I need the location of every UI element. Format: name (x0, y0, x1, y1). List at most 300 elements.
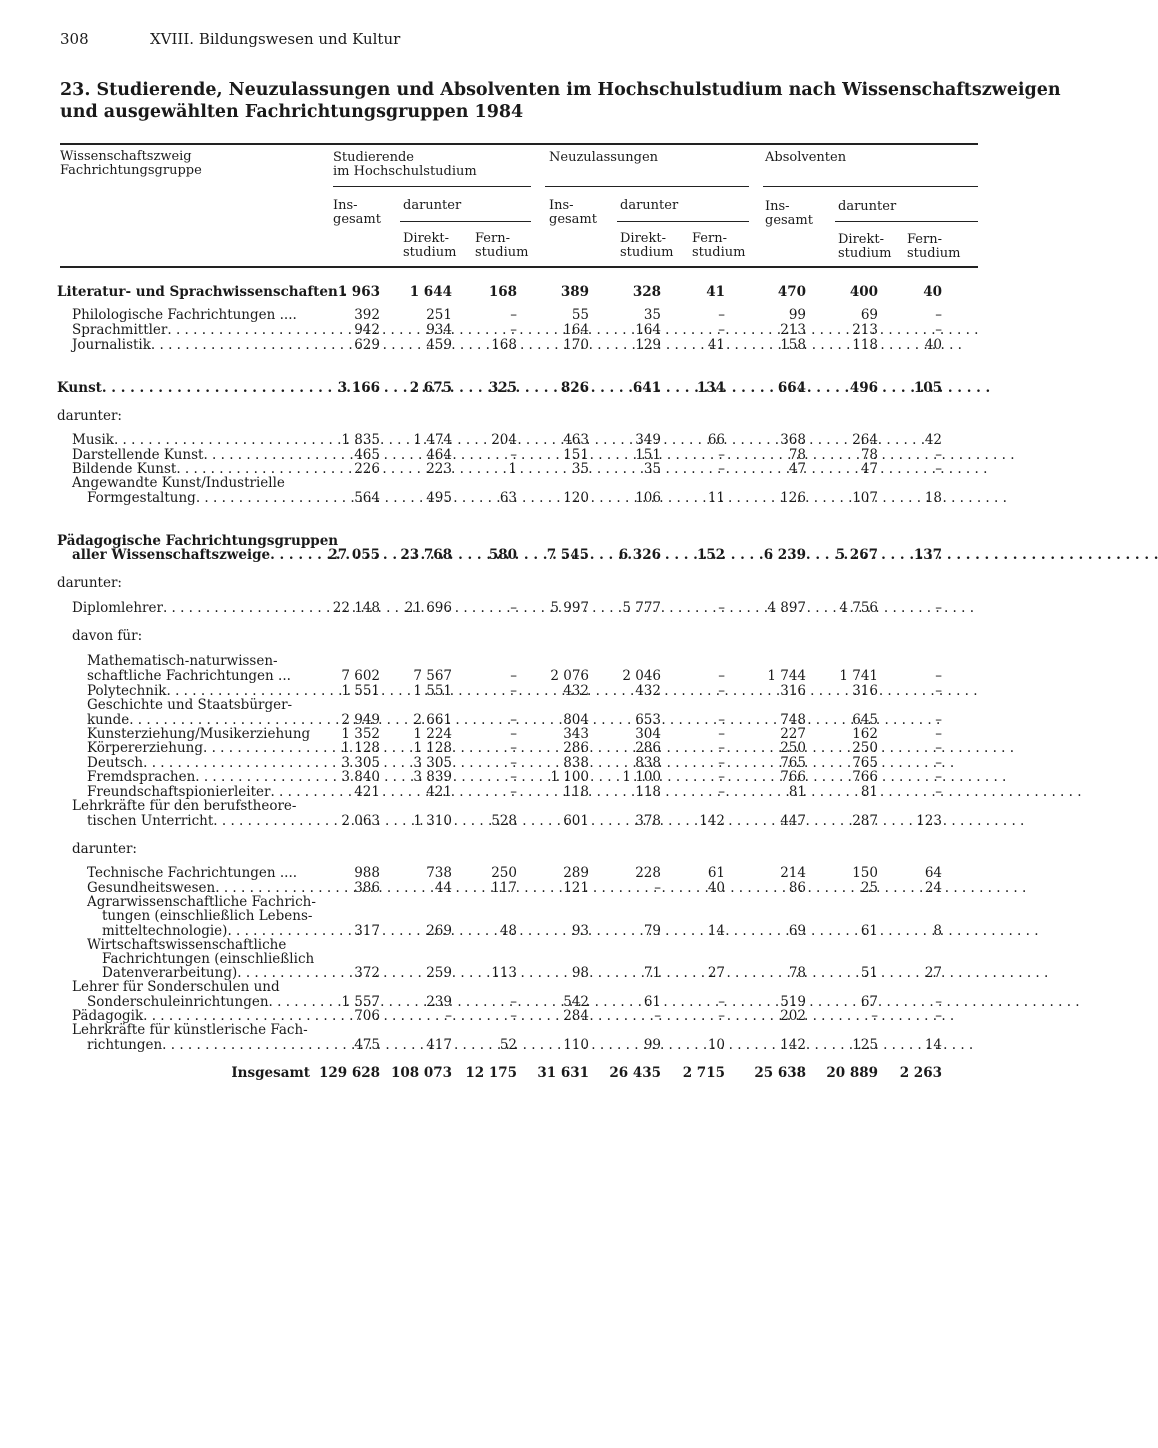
cell-neu-fern: – (718, 740, 725, 756)
cell-neu-fern: – (718, 461, 725, 477)
cell-neu-fern: – (718, 322, 725, 338)
stub-header-line-1: Wissenschaftszweig (60, 149, 192, 164)
row-label (87, 813, 312, 829)
cell-neu-insgesamt: 55 (571, 307, 589, 323)
cell-abs-direkt: 25 (860, 880, 878, 896)
row-label-text: Lehrkräfte für künstlerische Fach- (72, 1022, 308, 1038)
cell-stud-insgesamt: 1 835 (341, 432, 380, 448)
cell-abs-direkt: 287 (852, 813, 878, 829)
cell-stud-insgesamt: 2 063 (341, 813, 380, 829)
header-fern-2a: Fern- (692, 231, 727, 246)
cell-neu-insgesamt: 463 (563, 432, 589, 448)
cell-neu-direkt: 228 (635, 865, 661, 881)
row-label (57, 380, 312, 396)
cell-abs-fern: – (935, 683, 942, 699)
cell-neu-fern: 41 (706, 284, 725, 300)
cell-abs-fern: – (935, 740, 942, 756)
cell-stud-fern: – (510, 712, 517, 728)
cell-neu-insgesamt: 7 545 (546, 547, 589, 563)
chapter-heading: XVIII. Bildungswesen und Kultur (150, 30, 401, 48)
cell-neu-direkt: 71 (643, 965, 661, 981)
cell-neu-insgesamt: 284 (563, 1008, 589, 1024)
row-label-text: Technische Fachrichtungen .... (87, 865, 298, 881)
cell-abs-direkt: 316 (852, 683, 878, 699)
row-label-text: Kunst (57, 380, 102, 396)
cell-neu-fern: – (718, 307, 725, 323)
cell-abs-insgesamt: 142 (780, 1037, 806, 1053)
cell-neu-fern: 134 (696, 380, 725, 396)
row-label (72, 547, 312, 563)
row-label-text: Darstellende Kunst (72, 447, 204, 463)
cell-stud-direkt: 495 (426, 490, 452, 506)
row-label (87, 653, 312, 669)
cell-neu-direkt: 5 777 (622, 600, 661, 616)
cell-stud-direkt: 421 (426, 784, 452, 800)
cell-stud-insgesamt: 27 055 (328, 547, 380, 563)
cell-neu-insgesamt: 804 (563, 712, 589, 728)
cell-neu-direkt: 641 (632, 380, 661, 396)
cell-abs-fern: 24 (924, 880, 942, 896)
section-note (57, 575, 122, 591)
cell-abs-direkt: 766 (852, 769, 878, 785)
cell-abs-insgesamt: 214 (780, 865, 806, 881)
leader-dots (213, 813, 1024, 829)
table-row (0, 307, 1024, 322)
cell-neu-direkt: 61 (643, 994, 661, 1010)
cell-abs-fern: – (935, 447, 942, 463)
row-label (72, 475, 312, 491)
cell-neu-fern: – (718, 712, 725, 728)
cell-abs-insgesamt: 78 (788, 447, 806, 463)
row-label (72, 307, 312, 323)
cell-abs-direkt: 645 (852, 712, 878, 728)
cell-neu-insgesamt: 601 (563, 813, 589, 829)
table-row (0, 683, 1024, 698)
table-row (0, 880, 1024, 895)
cell-abs-direkt: 47 (860, 461, 878, 477)
cell-abs-insgesamt: 227 (780, 726, 806, 742)
cell-neu-insgesamt: 93 (571, 923, 589, 939)
darunter-rule-studierende (400, 221, 531, 222)
cell-stud-fern: – (510, 322, 517, 338)
page-number: 308 (60, 30, 89, 48)
cell-abs-fern: – (935, 600, 942, 616)
cell-abs-direkt: 162 (852, 726, 878, 742)
row-label-text: Musik (72, 432, 114, 448)
cell-stud-fern: – (510, 994, 517, 1010)
header-insgesamt-2b: gesamt (549, 212, 597, 227)
cell-stud-insgesamt: 564 (354, 490, 380, 506)
table-row (0, 628, 1024, 643)
cell-neu-insgesamt: 110 (563, 1037, 589, 1053)
row-label-text: Geschichte und Staatsbürger- (87, 697, 293, 713)
cell-stud-direkt: 3 305 (413, 755, 452, 771)
cell-neu-direkt: 304 (635, 726, 661, 742)
row-label-text: Literatur- und Sprachwissenschaften . (57, 284, 348, 300)
cell-stud-direkt: 21 696 (404, 600, 452, 616)
table-row (0, 380, 1024, 395)
cell-stud-insgesamt: 1 963 (337, 284, 380, 300)
cell-neu-insgesamt: 289 (563, 865, 589, 881)
cell-abs-direkt: 4 756 (839, 600, 878, 616)
cell-stud-direkt: 7 567 (413, 668, 452, 684)
cell-stud-fern: 1 (508, 461, 517, 477)
cell-abs-direkt: 20 889 (826, 1065, 878, 1081)
row-label (87, 697, 312, 713)
cell-stud-insgesamt: 1 551 (341, 683, 380, 699)
cell-stud-direkt: 459 (426, 337, 452, 353)
group-rule-studierende (333, 186, 531, 187)
cell-neu-fern: – (718, 1008, 725, 1024)
cell-neu-direkt: 349 (635, 432, 661, 448)
cell-neu-insgesamt: 838 (563, 755, 589, 771)
table-row (0, 668, 1024, 683)
cell-neu-direkt: 2 046 (622, 668, 661, 684)
cell-abs-fern: 14 (924, 1037, 942, 1053)
row-label-text: Datenverarbeitung) (102, 965, 238, 981)
cell-neu-direkt: 164 (635, 322, 661, 338)
row-label-text: tungen (einschließlich Lebens- (102, 908, 313, 924)
stub-header-line-2: Fachrichtungsgruppe (60, 163, 202, 178)
table-row (0, 740, 1024, 755)
cell-abs-fern: 137 (913, 547, 942, 563)
group-header-studierende: Studierende (333, 150, 414, 165)
cell-stud-fern: 168 (491, 337, 517, 353)
cell-neu-fern: – (718, 447, 725, 463)
row-label-text: schaftliche Fachrichtungen ... (87, 668, 291, 684)
cell-stud-direkt: 108 073 (390, 1065, 452, 1081)
cell-neu-direkt: 653 (635, 712, 661, 728)
cell-abs-fern: 8 (933, 923, 942, 939)
row-label-text: Bildende Kunst (72, 461, 177, 477)
cell-stud-direkt: 239 (426, 994, 452, 1010)
header-darunter-1: darunter (403, 198, 462, 213)
cell-neu-fern: 2 715 (682, 1065, 725, 1081)
table-row (0, 547, 1024, 562)
row-label (72, 1022, 312, 1038)
cell-abs-fern: 40 (924, 337, 942, 353)
header-fern-1a: Fern- (475, 231, 510, 246)
cell-stud-insgesamt: 22 148 (332, 600, 380, 616)
header-insgesamt-1a: Ins- (333, 198, 358, 213)
cell-abs-insgesamt: 316 (780, 683, 806, 699)
row-label-text: davon für: (72, 628, 143, 644)
cell-abs-insgesamt: 25 638 (754, 1065, 806, 1081)
row-label (87, 740, 312, 756)
cell-neu-insgesamt: 389 (560, 284, 589, 300)
cell-stud-fern: 63 (499, 490, 517, 506)
table-row (0, 994, 1024, 1009)
cell-stud-fern: 117 (491, 880, 517, 896)
cell-stud-insgesamt: 129 628 (318, 1065, 380, 1081)
header-fern-3a: Fern- (907, 232, 942, 247)
cell-stud-direkt: 259 (426, 965, 452, 981)
row-label-text: darunter: (72, 841, 137, 857)
cell-abs-fern: – (935, 726, 942, 742)
cell-abs-insgesamt: 766 (780, 769, 806, 785)
cell-abs-direkt: 107 (852, 490, 878, 506)
row-label (87, 865, 312, 881)
table-row (0, 908, 1024, 923)
cell-stud-fern: 580 (488, 547, 517, 563)
cell-abs-fern: – (935, 322, 942, 338)
cell-neu-fern: – (718, 668, 725, 684)
row-label-text: Lehrer für Sonderschulen und (72, 979, 280, 995)
cell-stud-direkt: 1 310 (413, 813, 452, 829)
group-rule-absolventen (763, 186, 978, 187)
row-label-text: Pädagogik (72, 1008, 144, 1024)
cell-neu-insgesamt: 164 (563, 322, 589, 338)
cell-neu-insgesamt: 5 997 (550, 600, 589, 616)
cell-abs-direkt: 1 741 (839, 668, 878, 684)
cell-stud-fern: – (510, 668, 517, 684)
cell-stud-insgesamt: 942 (354, 322, 380, 338)
cell-stud-fern: – (510, 740, 517, 756)
darunter-rule-absolventen (835, 221, 978, 222)
cell-stud-insgesamt: 475 (354, 1037, 380, 1053)
cell-neu-direkt: 35 (643, 461, 661, 477)
row-label-text: Deutsch (87, 755, 144, 771)
cell-abs-insgesamt: 250 (780, 740, 806, 756)
cell-stud-insgesamt: 1 352 (341, 726, 380, 742)
cell-neu-insgesamt: 1 100 (550, 769, 589, 785)
table-row (0, 1022, 1024, 1037)
cell-abs-insgesamt: 69 (788, 923, 806, 939)
row-label-text: Wirtschaftswissenschaftliche (87, 937, 287, 953)
section-note (72, 628, 142, 644)
row-label-text: Mathematisch-naturwissen- (87, 653, 278, 669)
cell-stud-direkt: 417 (426, 1037, 452, 1053)
row-label-text: Fremdsprachen (87, 769, 196, 785)
row-label-text: darunter: (57, 408, 122, 424)
table-row (0, 712, 1024, 727)
cell-abs-fern: 18 (924, 490, 942, 506)
table-row (0, 475, 1024, 490)
cell-neu-direkt: 35 (643, 307, 661, 323)
header-direkt-3a: Direkt- (838, 232, 884, 247)
header-insgesamt-1b: gesamt (333, 212, 381, 227)
cell-abs-direkt: 264 (852, 432, 878, 448)
cell-neu-direkt: 378 (635, 813, 661, 829)
cell-abs-fern: – (935, 307, 942, 323)
cell-stud-direkt: 1 224 (413, 726, 452, 742)
cell-abs-direkt: 496 (849, 380, 878, 396)
row-label-text: richtungen (87, 1037, 163, 1053)
cell-abs-insgesamt: 664 (777, 380, 806, 396)
cell-abs-fern: 64 (924, 865, 942, 881)
cell-neu-fern: 40 (707, 880, 725, 896)
cell-neu-insgesamt: 118 (563, 784, 589, 800)
cell-stud-insgesamt: 465 (354, 447, 380, 463)
table-title-line-1: 23. Studierende, Neuzulassungen und Absolventen im Hochschulstudium nach Wissenschaftszweigen (60, 80, 1061, 100)
cell-abs-insgesamt: 86 (788, 880, 806, 896)
cell-stud-insgesamt: 706 (354, 1008, 380, 1024)
group-header-neuzulassungen: Neuzulassungen (549, 150, 659, 165)
table-row (0, 965, 1024, 980)
cell-stud-direkt: 1 551 (413, 683, 452, 699)
cell-stud-fern: 48 (499, 923, 517, 939)
table-row (0, 575, 1024, 590)
total-label: Insgesamt (231, 1065, 310, 1081)
row-label (72, 337, 312, 353)
table-row (0, 755, 1024, 770)
cell-abs-direkt: 150 (852, 865, 878, 881)
cell-stud-fern: – (510, 447, 517, 463)
section-note (72, 841, 137, 857)
cell-abs-direkt: 213 (852, 322, 878, 338)
cell-stud-fern: 250 (491, 865, 517, 881)
cell-stud-insgesamt: 317 (354, 923, 380, 939)
section-note (57, 408, 122, 424)
group-header-absolventen: Absolventen (765, 150, 847, 165)
table-row (0, 841, 1024, 856)
table-row (0, 600, 1024, 615)
leader-dots (196, 490, 1007, 506)
cell-neu-fern: – (718, 994, 725, 1010)
cell-abs-fern: – (935, 784, 942, 800)
table-row (0, 979, 1024, 994)
cell-neu-direkt: 79 (643, 923, 661, 939)
cell-neu-insgesamt: 2 076 (550, 668, 589, 684)
table-row (0, 337, 1024, 352)
row-label-text: Pädagogische Fachrichtungsgruppen (57, 533, 339, 549)
cell-stud-insgesamt: 7 602 (341, 668, 380, 684)
cell-stud-fern: – (510, 755, 517, 771)
cell-neu-fern: 10 (707, 1037, 725, 1053)
cell-neu-direkt: 106 (635, 490, 661, 506)
row-label-text: Sprachmittler (72, 322, 168, 338)
cell-stud-insgesamt: 421 (354, 784, 380, 800)
cell-abs-direkt: 67 (860, 994, 878, 1010)
header-insgesamt-3b: gesamt (765, 213, 813, 228)
header-insgesamt-2a: Ins- (549, 198, 574, 213)
row-label (72, 600, 312, 616)
cell-abs-insgesamt: 765 (780, 755, 806, 771)
cell-abs-fern: – (935, 769, 942, 785)
total-row (0, 1065, 1024, 1080)
cell-neu-fern: – (718, 769, 725, 785)
table-row (0, 951, 1024, 966)
row-label-text: darunter: (57, 575, 122, 591)
cell-stud-direkt: 2 661 (413, 712, 452, 728)
cell-neu-insgesamt: 542 (563, 994, 589, 1010)
cell-neu-fern: 142 (699, 813, 725, 829)
cell-stud-insgesamt: 372 (354, 965, 380, 981)
cell-stud-direkt: 934 (426, 322, 452, 338)
row-label-text: mitteltechnologie) (102, 923, 228, 939)
row-label-text: tischen Unterricht (87, 813, 214, 829)
cell-neu-fern: – (718, 726, 725, 742)
cell-neu-insgesamt: 35 (571, 461, 589, 477)
row-label (87, 668, 312, 684)
cell-abs-insgesamt: 4 897 (767, 600, 806, 616)
cell-abs-fern: 123 (916, 813, 942, 829)
cell-abs-insgesamt: 126 (780, 490, 806, 506)
cell-neu-fern: 152 (696, 547, 725, 563)
table-row (0, 697, 1024, 712)
cell-stud-direkt: 1 644 (409, 284, 452, 300)
cell-abs-fern: – (935, 668, 942, 684)
cell-neu-fern: 41 (707, 337, 725, 353)
cell-abs-insgesamt: 47 (788, 461, 806, 477)
cell-stud-insgesamt: 629 (354, 337, 380, 353)
row-label-text: Philologische Fachrichtungen .... (72, 307, 297, 323)
cell-stud-direkt: 269 (426, 923, 452, 939)
header-direkt-2b: studium (620, 245, 674, 260)
cell-stud-direkt: 23 768 (400, 547, 452, 563)
table-row (0, 408, 1024, 423)
table-row (0, 533, 1024, 548)
header-darunter-2: darunter (620, 198, 679, 213)
row-label-text: Diplomlehrer (72, 600, 163, 616)
cell-abs-insgesamt: 78 (788, 965, 806, 981)
cell-neu-insgesamt: 170 (563, 337, 589, 353)
cell-neu-direkt: 838 (635, 755, 661, 771)
cell-abs-insgesamt: 368 (780, 432, 806, 448)
cell-neu-fern: 27 (707, 965, 725, 981)
row-label (72, 322, 312, 338)
cell-abs-insgesamt: 99 (788, 307, 806, 323)
cell-abs-fern: – (935, 755, 942, 771)
cell-neu-direkt: 1 100 (622, 769, 661, 785)
cell-abs-fern: – (935, 461, 942, 477)
darunter-rule-neuzulassungen (617, 221, 749, 222)
cell-abs-fern: 27 (924, 965, 942, 981)
row-label (87, 1037, 312, 1053)
cell-neu-direkt: – (654, 880, 661, 896)
cell-abs-insgesamt: 6 239 (763, 547, 806, 563)
cell-neu-insgesamt: 98 (571, 965, 589, 981)
cell-neu-fern: 61 (707, 865, 725, 881)
cell-neu-direkt: 99 (643, 1037, 661, 1053)
table-row (0, 784, 1024, 799)
cell-abs-direkt: 125 (852, 1037, 878, 1053)
cell-neu-insgesamt: 826 (560, 380, 589, 396)
table-row (0, 923, 1024, 938)
cell-abs-fern: 40 (923, 284, 942, 300)
table-row (0, 447, 1024, 462)
row-label (72, 432, 312, 448)
cell-abs-direkt: 118 (852, 337, 878, 353)
header-direkt-3b: studium (838, 246, 892, 261)
row-label-text: kunde (87, 712, 130, 728)
cell-neu-fern: – (718, 755, 725, 771)
cell-abs-direkt: 250 (852, 740, 878, 756)
cell-abs-direkt: 69 (860, 307, 878, 323)
cell-stud-insgesamt: 3 305 (341, 755, 380, 771)
cell-neu-direkt: 151 (635, 447, 661, 463)
header-direkt-2a: Direkt- (620, 231, 666, 246)
cell-abs-fern: 105 (913, 380, 942, 396)
cell-abs-fern: 42 (924, 432, 942, 448)
cell-stud-direkt: 738 (426, 865, 452, 881)
cell-stud-insgesamt: 2 949 (341, 712, 380, 728)
cell-stud-fern: – (510, 726, 517, 742)
cell-neu-fern: 14 (707, 923, 725, 939)
cell-abs-direkt: 5 267 (835, 547, 878, 563)
table-row (0, 726, 1024, 741)
cell-stud-insgesamt: 226 (354, 461, 380, 477)
cell-abs-insgesamt: 519 (780, 994, 806, 1010)
cell-stud-fern: 12 175 (465, 1065, 517, 1081)
table-header-bottom-rule (60, 266, 978, 268)
cell-abs-direkt: 765 (852, 755, 878, 771)
row-label-text: Angewandte Kunst/Industrielle (72, 475, 285, 491)
table-row (0, 284, 1024, 299)
header-insgesamt-3a: Ins- (765, 199, 790, 214)
cell-stud-fern: 528 (491, 813, 517, 829)
row-label (72, 979, 312, 995)
